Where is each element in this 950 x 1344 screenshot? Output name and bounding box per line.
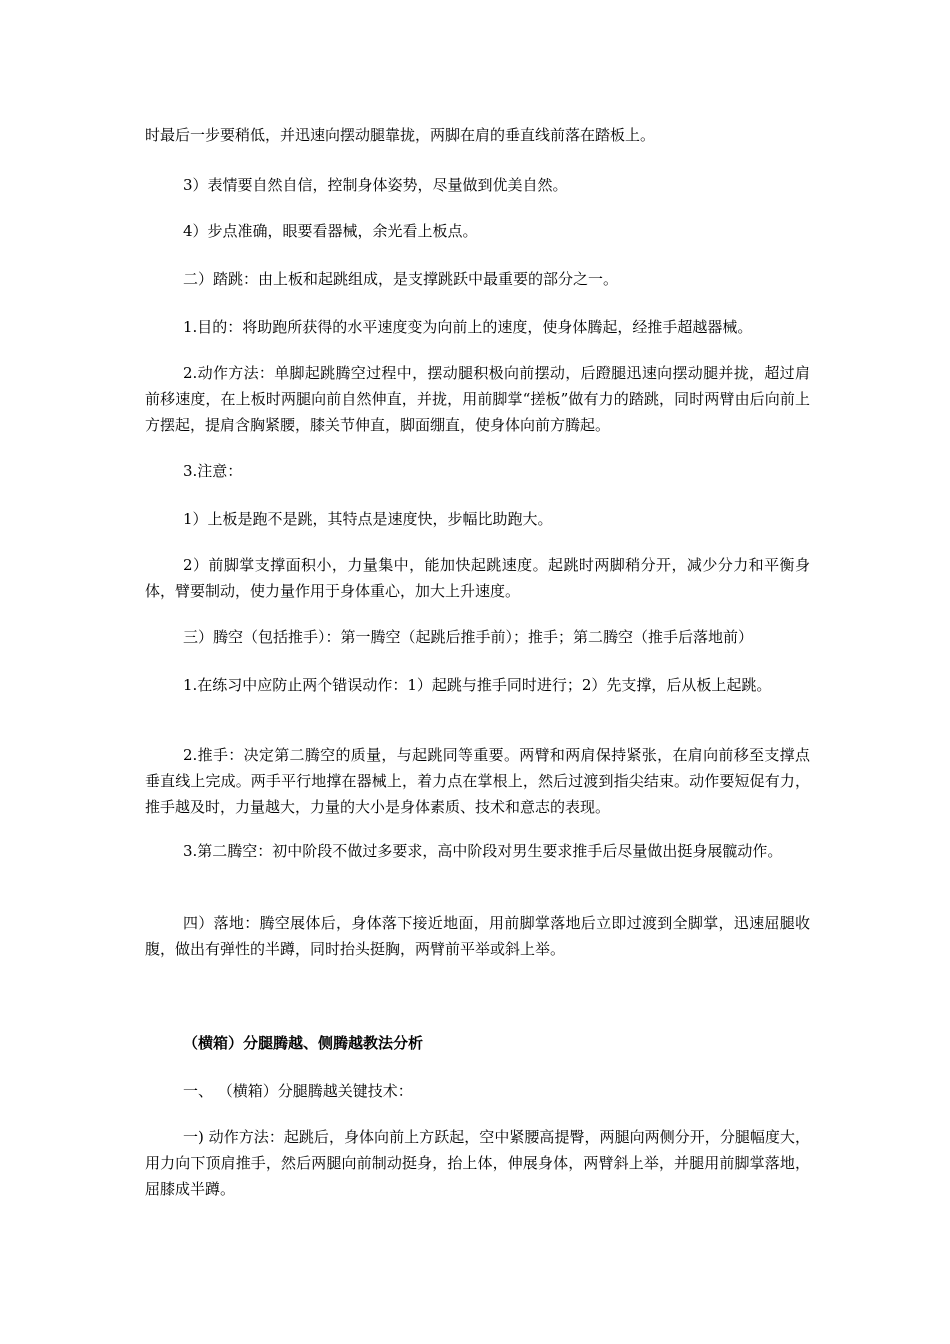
heading-notes: 3.注意： [183, 462, 243, 480]
paragraph-method: 一) 动作方法：起跳后，身体向前上方跃起，空中紧腰高提臀，两腿向两侧分开，分腿幅度大，用力向下顶肩推手，然后两腿向前制动挺身，抬上体，伸展身体，两臂斜上举，并腿用前脚掌落地，屈膝成半蹲。 [145, 1128, 810, 1198]
paragraph-landing: 四）落地：腾空展体后，身体落下接近地面，用前脚掌落地后立即过渡到全脚掌，迅速屈腿收腹，做出有弹性的半蹲，同时抬头挺胸，两臂前平举或斜上举。 [145, 914, 810, 958]
paragraph-purpose: 1.目的：将助跑所获得的水平速度变为向前上的速度，使身体腾起，经推手超越器械。 [183, 318, 753, 336]
paragraph-technique: 2.动作方法：单脚起跳腾空过程中，摆动腿积极向前摆动，后蹬腿迅速向摆动腿并拢，超过肩前移速度，在上板时两腿向前自然伸直，并拢，用前脚掌“搓板”做有力的踏跳，同时两臂由后向前上方摆起，提肩含胸紧腰，膝关节伸直，脚面绷直，使身体向前方腾起。 [145, 364, 810, 434]
paragraph-push: 2.推手：决定第二腾空的质量，与起跳同等重要。两臂和两肩保持紧张，在肩向前移至支撑点垂直线上完成。两手平行地撑在器械上，着力点在掌根上，然后过渡到指尖结束。动作要短促有力，推手越及时，力量越大，力量的大小是身体素质、技术和意志的表现。 [145, 746, 810, 816]
paragraph-expression: 3）表情要自然自信，控制身体姿势，尽量做到优美自然。 [183, 176, 568, 194]
paragraph-note-1: 1）上板是跑不是跳，其特点是速度快，步幅比助跑大。 [183, 510, 553, 528]
heading-flight: 三）腾空（包括推手）：第一腾空（起跳后推手前）；推手；第二腾空（推手后落地前） [183, 628, 754, 646]
heading-key-technique: 一、 （横箱）分腿腾越关键技术： [183, 1082, 413, 1100]
paragraph-second-flight: 3.第二腾空：初中阶段不做过多要求，高中阶段对男生要求推手后尽量做出挺身展髋动作。 [183, 842, 783, 860]
section-title: （横箱）分腿腾越、侧腾越教法分析 [183, 1034, 424, 1052]
paragraph-continuation: 时最后一步要稍低，并迅速向摆动腿靠拢，两脚在肩的垂直线前落在踏板上。 [145, 126, 656, 144]
heading-takeoff: 二）踏跳：由上板和起跳组成，是支撑跳跃中最重要的部分之一。 [183, 270, 619, 288]
paragraph-step-accuracy: 4）步点准确，眼要看器械，余光看上板点。 [183, 222, 478, 240]
paragraph-note-2: 2）前脚掌支撑面积小，力量集中，能加快起跳速度。起跳时两脚稍分开，减少分力和平衡身体，臂要制动，使力量作用于身体重心，加大上升速度。 [145, 556, 810, 600]
paragraph-errors: 1.在练习中应防止两个错误动作：1）起跳与推手同时进行；2）先支撑，后从板上起跳。 [183, 676, 772, 694]
